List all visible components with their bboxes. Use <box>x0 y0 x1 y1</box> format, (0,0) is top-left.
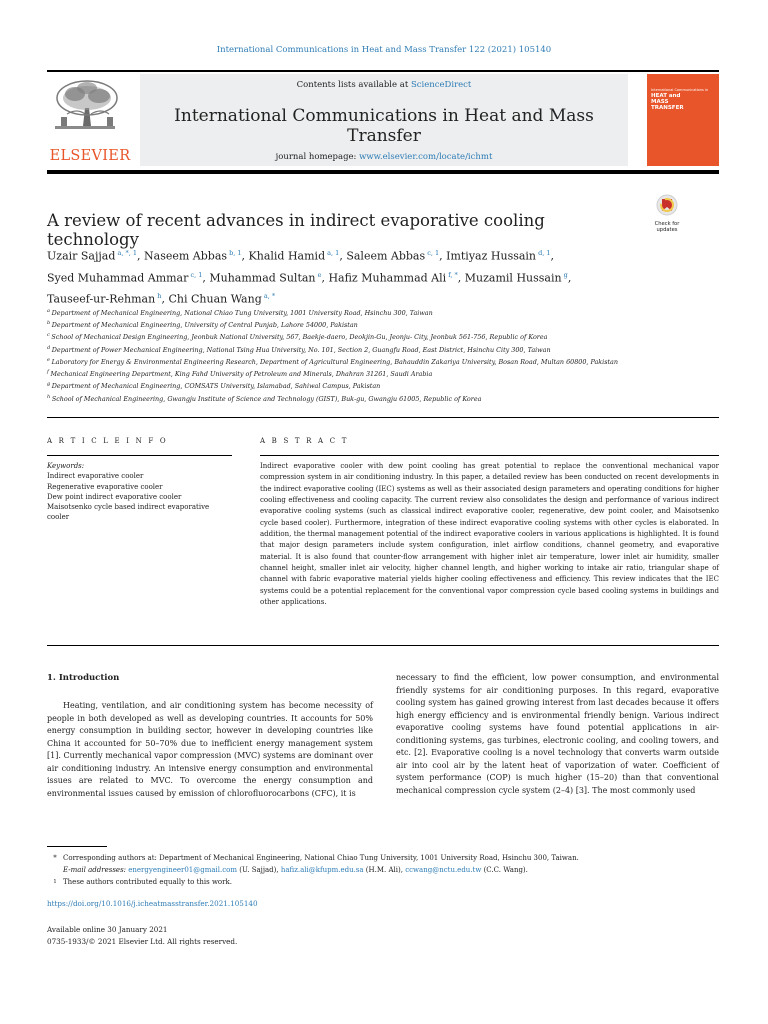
affiliation-rule <box>47 417 719 418</box>
author-name[interactable]: Tauseef-ur-Rehman <box>47 292 156 306</box>
corresponding-text: Corresponding authors at: Department of Mechanical Engineering, National Chiao Tung University, 1001 University Road, Hsinchu 300, Taiwan. <box>63 854 579 862</box>
abstract-text: Indirect evaporative cooler with dew point cooling has great potential to replace the conventional mechanical vapor compression system in air conditioning industry. In this paper, a detailed review has been conducted on recent developments in the indirect evaporative cooling (IEC) systems as well as their associated design parameters and operating conditions for higher cooling effectiveness and cooling capacity. The current review also consolidates the design and performance of various indirect evaporative cooling systems (such as classical indirect evaporative cooler, regenerative, dew point cooler, and Maisotsenko cycle based cooler). Furthermore, integration of these indirect evaporative cooling systems with other cycles is elaborated. In addition, the thermal management potential of the indirect evaporative coolers in various applications is highlighted. It is found that major design parameters include system configuration, inlet airflow conditions, channel geometry, and evaporative material. It is also found that counter-flow arrangement with higher inlet air temperature, lower inlet air humidity, smaller channel height, smaller inlet air velocity, higher channel length, and higher working to intake air ratio, triangular shape of channel with fabric evaporative material yields higher cooling effectiveness and efficiency. This review indicates that the IEC systems could be a potential replacement for the conventional vapor compression cycle based cooling systems in buildings and other applications. <box>260 462 719 607</box>
affiliation-key: b <box>47 320 52 327</box>
equal-contribution-footnote <box>47 876 719 888</box>
homepage-line <box>140 152 628 162</box>
check-for-updates-badge[interactable] <box>649 193 685 231</box>
affiliation-key: g <box>47 381 52 388</box>
author-name[interactable]: Syed Muhammad Ammar <box>47 271 189 285</box>
abstract-heading: A B S T R A C T <box>260 437 349 445</box>
body-left-column: Heating, ventilation, and air conditioning system has become necessity of people in both developed as well as developing countries. It accounts for 50% energy consumption in building sector, however in developing countries like China it accounted for 50–70% due to inefficient energy management system [1]. Currently mechanical vapor compression (MVC) systems are dominant over air conditioning industry. An intensive energy consumption and environmental issues are related to MVC. To overcome the energy consumption and environmental issues caused by emission of chlorofluorocarbons (CFC), it is <box>47 701 373 798</box>
keyword-item: Indirect evaporative cooler <box>47 472 144 481</box>
keywords-block <box>47 461 232 523</box>
asterisk-mark: * <box>53 854 57 862</box>
available-online: Available online 30 January 2021 <box>47 925 168 934</box>
cover-small-text: International Communications in <box>651 88 709 92</box>
contents-prefix: Contents lists available at <box>296 80 411 90</box>
author-affiliation-mark: a, * <box>261 292 276 301</box>
affiliation-list <box>47 306 667 404</box>
corresponding-footnote <box>47 852 719 864</box>
elsevier-logo[interactable] <box>47 74 133 166</box>
cover-title: HEAT and MASS TRANSFER <box>651 93 684 111</box>
email-footnote <box>47 864 719 876</box>
paper-title: A review of recent advances in indirect evaporative cooling technology <box>47 211 545 249</box>
equal-contribution-text: These authors contributed equally to this work. <box>63 878 232 886</box>
keyword-item: Dew point indirect evaporative cooler <box>47 492 182 501</box>
author-line: Syed Muhammad Ammar $^{c, 1}$, Muhammad Sultan $^e$, Hafiz Muhammad Ali $^{f, *}$, Muzamil Hussain $^g$, <box>47 270 572 285</box>
author-name[interactable]: Khalid Hamid <box>248 249 326 263</box>
affiliation-item <box>47 355 667 367</box>
email-owner: (U. Sajjad), <box>237 866 281 874</box>
email-link[interactable]: energyengineer01@gmail.com <box>128 866 238 874</box>
author-name[interactable]: Muzamil Hussain <box>464 271 562 285</box>
author-affiliation-mark: c, 1 <box>425 249 440 257</box>
sciencedirect-link[interactable]: ScienceDirect <box>410 80 472 90</box>
affiliation-key: c <box>47 332 52 339</box>
header-bottom-rule <box>47 170 719 174</box>
footnote-mark: 1 <box>53 879 57 885</box>
check-updates-label: Check for updates <box>654 221 680 233</box>
affiliation-key: d <box>47 344 52 351</box>
affiliation-item <box>47 343 667 355</box>
publisher-wordmark: ELSEVIER <box>49 148 131 164</box>
journal-citation[interactable]: International Communications in Heat and Mass Transfer 122 (2021) 105140 <box>216 45 552 55</box>
doi-link[interactable]: https://doi.org/10.1016/j.icheatmasstransfer.2021.105140 <box>47 899 258 908</box>
article-info-heading: A R T I C L E I N F O <box>47 437 168 445</box>
affiliation-text: Department of Power Mechanical Engineering, National Tsing Hua University, No. 101, Section 2, Guangfu Road, East District, Hsinchu City 300, Taiwan <box>51 345 551 354</box>
section-heading: 1. Introduction <box>47 673 120 683</box>
author-line: Tauseef-ur-Rehman $^h$, Chi Chuan Wang $^{a, *}$ <box>47 292 276 306</box>
author-affiliation-mark: f, * <box>446 270 458 279</box>
affiliation-text: School of Mechanical Engineering, Gwangju Institute of Science and Technology (GIST), Buk-gu, Gwangju 61005, Republic of Korea <box>51 394 482 403</box>
author-affiliation-mark: a, *, 1 <box>115 249 138 257</box>
author-name[interactable]: Saleem Abbas <box>346 249 426 263</box>
journal-cover-thumbnail[interactable] <box>647 74 719 166</box>
affiliation-key: h <box>47 393 52 400</box>
email-link[interactable]: hafiz.ali@kfupm.edu.sa <box>280 866 364 874</box>
email-owner: (H.M. Ali), <box>363 866 406 874</box>
footnotes <box>47 852 719 888</box>
author-affiliation-mark: h <box>155 292 162 301</box>
homepage-link[interactable]: www.elsevier.com/locate/ichmt <box>359 152 493 162</box>
footnote-rule <box>47 846 107 847</box>
affiliation-text: Department of Mechanical Engineering, COMSATS University, Islamabad, Sahiwal Campus, Pakistan <box>51 382 381 391</box>
affiliation-text: Laboratory for Energy & Environmental Engineering Research, Department of Agricultural Engineering, Bahauddin Zakariya University, Bosan Road, Multan 60800, Pakistan <box>51 358 618 366</box>
affiliation-item <box>47 392 667 404</box>
affiliation-key: f <box>47 369 51 376</box>
header-top-rule <box>47 70 719 72</box>
affiliation-text: Department of Mechanical Engineering, University of Central Punjab, Lahore 54000, Pakistan <box>51 321 358 330</box>
author-name[interactable]: Hafiz Muhammad Ali <box>328 271 447 285</box>
abstract-rule <box>260 455 719 456</box>
author-list <box>47 244 647 309</box>
email-link[interactable]: ccwang@nctu.edu.tw <box>405 866 482 874</box>
keyword-item: Regenerative evaporative cooler <box>47 482 163 491</box>
affiliation-item <box>47 379 667 391</box>
affiliation-text: Mechanical Engineering Department, King Fahd University of Petroleum and Minerals, Dhahran 31261, Saudi Arabia <box>50 370 433 379</box>
author-name[interactable]: Imtiyaz Hussain <box>446 249 537 263</box>
author-affiliation-mark: a, 1 <box>325 249 340 257</box>
author-affiliation-mark: d, 1 <box>536 249 551 257</box>
affiliation-item <box>47 318 667 330</box>
info-rule <box>47 455 232 456</box>
copyright: 0735-1933/© 2021 Elsevier Ltd. All rights reserved. <box>47 937 238 946</box>
author-name[interactable]: Muhammad Sultan <box>209 271 316 285</box>
abstract-bottom-rule <box>47 645 719 646</box>
author-affiliation-mark: g <box>561 270 568 279</box>
affiliation-item <box>47 367 667 379</box>
affiliation-text: Department of Mechanical Engineering, National Chiao Tung University, 1001 University Road, Hsinchu 300, Taiwan <box>51 309 433 318</box>
affiliation-key: e <box>47 356 52 363</box>
homepage-prefix: journal homepage: <box>275 152 360 162</box>
affiliation-key: a <box>47 308 52 314</box>
keywords-label: Keywords: <box>47 462 85 470</box>
affiliation-text: School of Mechanical Design Engineering, Jeonbuk National University, 567, Baekje-daero, Deokjin-Gu, Jeonju- City, Jeonbuk 561-756, Republic of Korea <box>51 333 548 342</box>
journal-title: International Communications in Heat and Mass Transfer <box>174 106 594 146</box>
author-name[interactable]: Uzair Sajjad <box>47 249 116 263</box>
author-affiliation-mark: b, 1 <box>227 249 242 257</box>
author-line: Uzair Sajjad $^{a, *, 1}$, Naseem Abbas $^{b, 1}$, Khalid Hamid $^{a, 1}$, Saleem Abbas $^{c, 1}$, Imtiyaz Hussain $^{d, 1}$, <box>47 249 555 263</box>
author-name[interactable]: Naseem Abbas <box>144 249 228 263</box>
author-affiliation-mark: e <box>315 270 322 279</box>
body-right-column: necessary to find the efficient, low power consumption, and environmental friendly systems for air conditioning purposes. In this regard, evaporative cooling system has gained growing interest from last decades because it offers high energy efficiency and is environmental friendly benign. Various indirect evaporative cooling systems have found potential applications in air-conditioning systems, gas turbines, electronic cooling, and cooling towers, and etc. [2]. Evaporative cooling is a novel technology that converts warm outside air into cool air by the latent heat of vaporization of water. Coefficient of system performance (COP) is much higher (15–20) than that conventional mechanical compression cycle system (2–4) [3]. The most commonly used <box>396 673 719 795</box>
check-updates-icon <box>649 193 685 217</box>
author-affiliation-mark: c, 1 <box>188 270 203 279</box>
affiliation-item <box>47 330 667 342</box>
author-name[interactable]: Chi Chuan Wang <box>168 292 262 306</box>
contents-line <box>140 80 628 90</box>
email-label: E-mail addresses: <box>63 866 127 874</box>
keyword-item: Maisotsenko cycle based indirect evaporative cooler <box>47 503 210 522</box>
email-owner: (C.C. Wang). <box>481 866 528 874</box>
affiliation-item <box>47 306 667 318</box>
